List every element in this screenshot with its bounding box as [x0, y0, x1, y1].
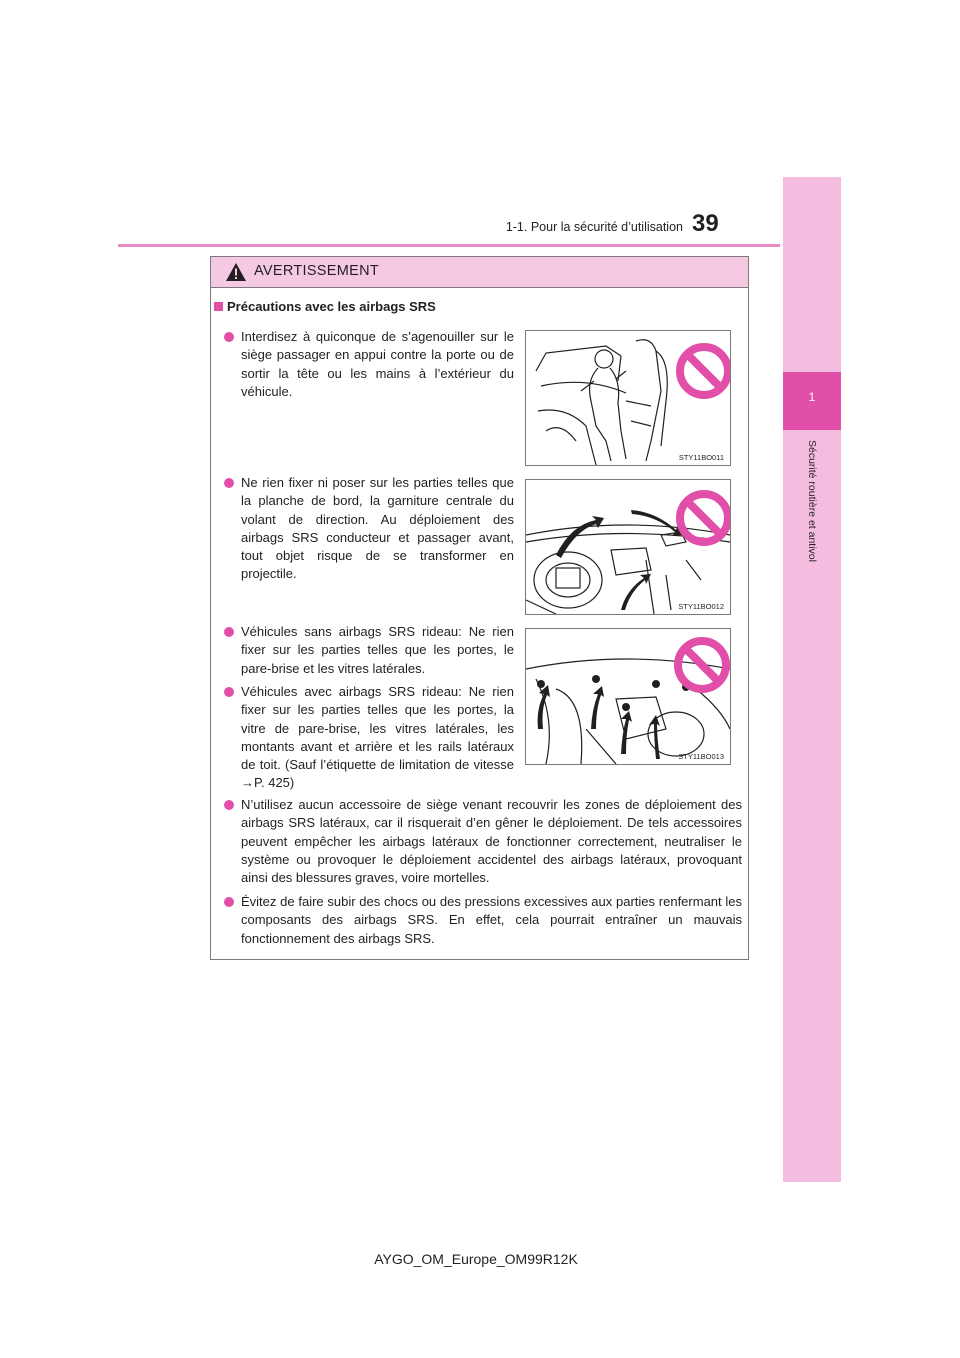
- warning-item-4: [241, 683, 514, 793]
- figure-curtain-airbag-areas: [525, 628, 731, 765]
- bullet-dot-icon: [224, 897, 234, 907]
- bullet-dot-icon: [224, 687, 234, 697]
- warning-item-text: Véhicules sans airbags SRS rideau: Ne rien fixer sur les parties telles que les portes, le pare-brise et les vitres latérales.: [241, 624, 514, 676]
- warning-title: AVERTISSEMENT: [254, 263, 380, 279]
- warning-item-2: [241, 474, 514, 584]
- warning-item-6: [241, 893, 742, 948]
- prohibition-icon: [680, 347, 728, 395]
- chapter-number: 1: [808, 390, 816, 404]
- footer-document-id: [0, 1251, 960, 1267]
- header-section-title: 1-1. Pour la sécurité d’utilisation: [505, 220, 683, 234]
- warning-item-text: Évitez de faire subir des chocs ou des pressions excessives aux parties renfermant les composants des airbags SRS. En effet, cela pourrait entraîner un mauvais fonctionnement des airbags SRS.: [241, 894, 742, 946]
- warning-item-5: [241, 796, 742, 887]
- figure-code: STY11BO011: [678, 453, 724, 462]
- header-rule: [118, 244, 780, 247]
- prohibition-icon: [680, 494, 728, 542]
- figure-code: STY11BO013: [678, 752, 724, 761]
- bullet-dot-icon: [224, 332, 234, 342]
- warning-item-3: [241, 623, 514, 678]
- warning-item-text: Véhicules avec airbags SRS rideau: Ne rien fixer sur les parties telles que les portes, la vitre de pare-brise, les vitres latérales, les montants avant et arrière et les rails latéraux de toit. (Sauf l’étiquette de limitation de vitesse →P. 425): [241, 684, 514, 791]
- footer-document-id-text: AYGO_OM_Europe_OM99R12K: [374, 1251, 578, 1267]
- chapter-label-text: Sécurité routière et antivol: [806, 440, 818, 562]
- prohibition-icon: [678, 641, 726, 689]
- page-number: 39: [692, 210, 719, 237]
- figure-dashboard-objects: [525, 479, 731, 615]
- warning-item-1: [241, 328, 514, 401]
- section-heading: [214, 299, 436, 314]
- warning-item-text: N’utilisez aucun accessoire de siège venant recouvrir les zones de déploiement des airbags SRS latéraux, car il risquerait d’en gêner le déploiement. De tels accessoires peuvent empêcher les airbags latéraux de fonctionner correctement, neutraliser le système ou provoquer le déploiement accidentel des airbags latéraux, provoquant ainsi des blessures graves, voire mortelles.: [241, 797, 742, 886]
- dashboard-illustration: [526, 480, 730, 614]
- chapter-side-tab: [783, 177, 841, 1182]
- bullet-dot-icon: [224, 800, 234, 810]
- cabin-illustration: [526, 629, 730, 764]
- square-bullet-icon: [214, 302, 223, 311]
- figure-passenger-kneeling: [525, 330, 731, 466]
- section-heading-text: Précautions avec les airbags SRS: [227, 299, 436, 314]
- bullet-dot-icon: [224, 478, 234, 488]
- warning-item-text: Interdisez à quiconque de s’agenouiller sur le siège passager en appui contre la porte ou de sortir la tête ou les mains à l’extérieur du véhicule.: [241, 329, 514, 399]
- warning-triangle-icon: [225, 262, 247, 282]
- passenger-seat-illustration: [526, 331, 730, 465]
- bullet-dot-icon: [224, 627, 234, 637]
- warning-item-text: Ne rien fixer ni poser sur les parties telles que la planche de bord, la garniture centrale du volant de direction. Au déploiement des airbags SRS conducteur et passager avant, tout objet risque de se transformer en projectile.: [241, 475, 514, 582]
- chapter-label: [804, 440, 820, 620]
- figure-code: STY11BO012: [678, 602, 724, 611]
